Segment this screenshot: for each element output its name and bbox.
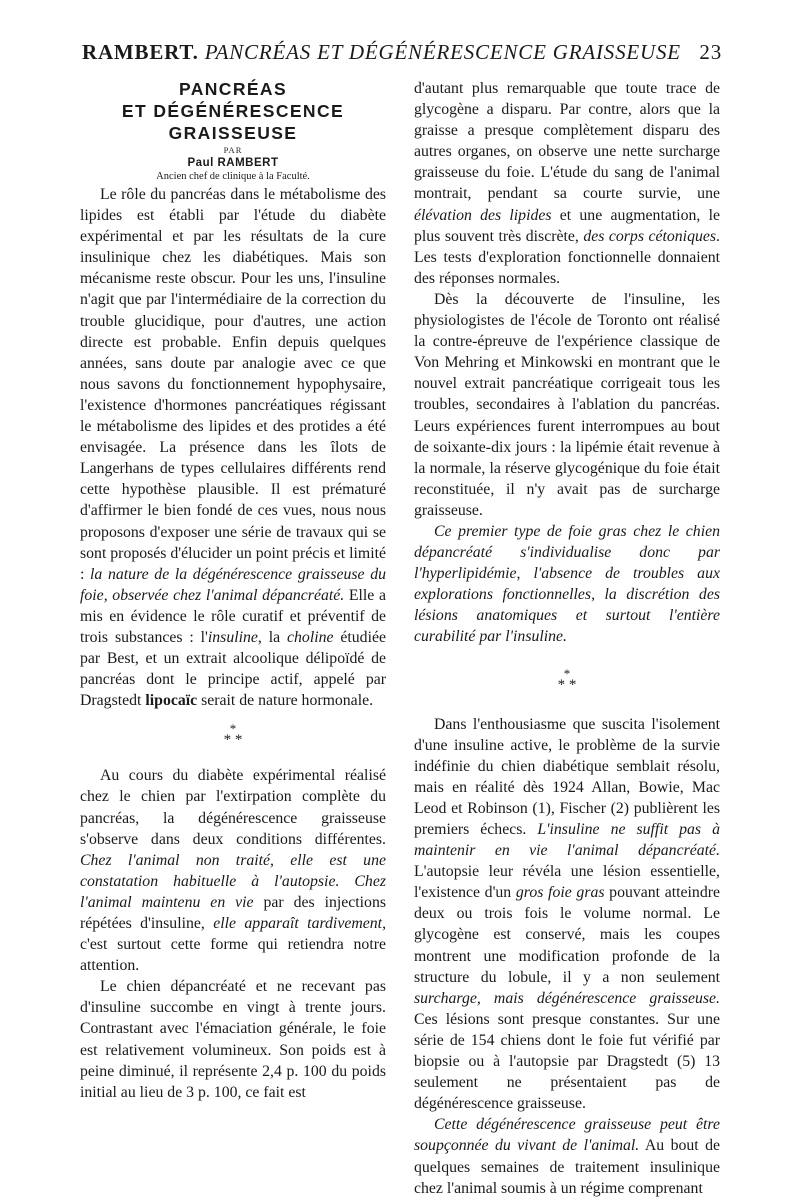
summary-paragraph: Ce premier type de foie gras chez le chien dépancréaté s'individualise donc par l'hyperlipidémie, l'absence de troubles aux explorations fonctionnelles, la discrétion des lésions anatomiques et surtout l'entière curabilité par l'insuline. [414,522,720,646]
page-number: 23 [699,40,722,64]
section-asterism: * * * [223,721,243,749]
section-asterism: * * * [557,665,577,693]
article-title-line-1: PANCRÉAS [178,79,288,99]
body-paragraph: d'autant plus remarquable que toute trace de glycogène a disparu. Par contre, alors que la graisse a presque complètement disparu des autres organes, on observe une nette surcharge graisseuse du foie. L'étude du sang de l'animal montrait, pendant sa courte survie, une élévation des lipides et une augmentation, le plus souvent très discrète, des corps cétoniques. Les tests d'exploration fonctionnelle donnaient des réponses normales. [414,80,720,287]
left-column [80,78,386,1103]
running-head-author: RAMBERT. [82,40,199,64]
body-paragraph: Au cours du diabète expérimental réalisé chez le chien par l'extirpation complète du pancréas, la dégénérescence graisseuse s'observe dans deux conditions différentes. Chez l'animal non traité, elle est une constatation habituelle à l'autopsie. Chez l'animal maintenu en vie par des injections répétées d'insuline, elle apparaît tardivement, c'est surtout cette forme qui retiendra notre attention. [80,767,387,975]
author-name: Paul RAMBERT [187,157,279,169]
byline-par: PAR [223,145,243,155]
running-head [82,40,722,72]
right-column [414,78,720,1199]
body-paragraph: Le chien dépancréaté et ne recevant pas d'insuline succombe en vingt à trente jours. Contrastant avec l'émaciation générale, le foie est relativement volumineux. Son poids est à peine diminué, il représente 2,4 p. 100 du poids initial au lieu de 3 p. 100, ce fait est [80,978,386,1101]
intro-paragraph: Le rôle du pancréas dans le métabolisme des lipides est établi par l'étude du diabète expérimental et par les résultats de la cure insulinique chez les diabétiques. Mais son mécanisme reste obscur. Pour les uns, l'insuline n'agit que par l'intermédiaire de la correction du trouble glucidique, pour d'autres, une action directe est probable. Enfin depuis quelques années, sans doute par analogie avec ce que nous savons du fonctionnement hypophysaire, l'existence d'hormones pancréatiques régissant le métabolisme des lipides et des protides a été envisagée. La présence dans les îlots de Langerhans de types cellulaires différents rend cette hypothèse plausible. Il est prématuré d'affirmer le bien fondé de ces vues, nous nous proposons d'exposer une série de travaux qui se sont proposés d'élucider un point précis et limité : la nature de la dégénérescence graisseuse du foie, observée chez l'animal dépancréaté. Elle a mis en évidence le rôle curatif et préventif de trois substances : l'insuline, la choline étudiée par Best, et un extrait alcoolique délipoïdé de pancréas dont le principe actif, appelé par Dragstedt lipocaïc serait de nature hormonale. [80,186,386,710]
author-role: Ancien chef de clinique à la Faculté. [156,171,310,182]
body-paragraph: Cette dégénérescence graisseuse peut être soupçonnée du vivant de l'animal. Au bout de quelques semaines de traitement insulinique chez l'animal soumis à un régime comprenant [414,1116,720,1197]
article-title-line-3: GRAISSEUSE [168,123,298,143]
article-title-line-2: ET DÉGÉNÉRESCENCE [121,101,345,121]
body-paragraph: Dès la découverte de l'insuline, les physiologistes de l'école de Toronto ont réalisé la contre-épreuve de l'expérience classique de Von Mehring et Minkowski en montrant que le nouvel extrait pancréatique corrigeait tous les troubles, secondaires à l'ablation du pancréas. Leurs expériences furent interrompues au bout de soixante-dix jours : la lipémie était revenue à la normale, la réserve glycogénique du foie était reconstituée, il n'y avait pas de surcharge graisseuse. [414,290,720,519]
running-head-title: PANCRÉAS ET DÉGÉNÉRESCENCE GRAISSEUSE [204,40,681,64]
body-paragraph: Dans l'enthousiasme que suscita l'isolement d'une insuline active, le problème de la survie indéfinie du chien diabétique semblait résolu, mais en réalité dès 1924 Allan, Bowie, Mac Leod et Robinson (1), Fischer (2) publièrent les premiers échecs. L'insuline ne suffit pas à maintenir en vie l'animal dépancréaté. L'autopsie leur révéla une lésion essentielle, l'existence d'un gros foie gras pouvant atteindre deux ou trois fois le volume normal. Le glycogène est conservé, mais les coupes montrent une modification profonde de la structure du lobule, il y a non seulement surcharge, mais dégénérescence graisseuse. Ces lésions sont presque constantes. Sur une série de 154 chiens dont le foie fut vérifié par biopsie ou à l'autopsie par Dragstedt (5) 13 seulement ne présentaient pas de dégénérescence graisseuse. [414,715,720,1113]
